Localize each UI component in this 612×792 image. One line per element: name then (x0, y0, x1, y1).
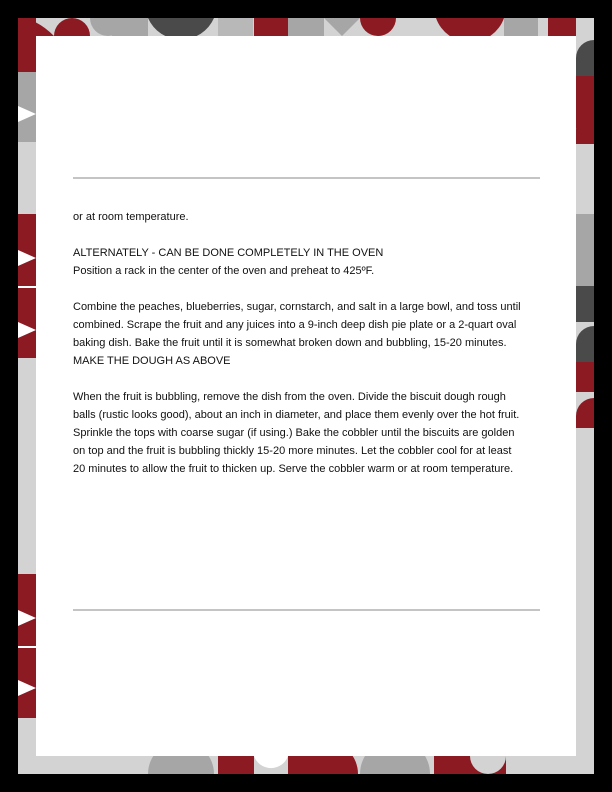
border-shape (576, 214, 594, 286)
paragraph-line: Combine the peaches, blueberries, sugar, cornstarch, and salt in a large bowl, and toss until (73, 301, 521, 313)
border-shape (576, 398, 594, 428)
paragraph-line: balls (rustic looks good), about an inch in diameter, and place them evenly over the hot fruit. (73, 409, 520, 421)
top-divider (73, 177, 540, 179)
border-shape (434, 756, 470, 774)
border-shape (548, 18, 576, 36)
border-shape (18, 36, 36, 72)
border-shape (254, 18, 288, 36)
border-shape (576, 286, 594, 322)
paragraph-line: Sprinkle the tops with coarse sugar (if using.) Bake the cobbler until the biscuits are golden (73, 427, 515, 439)
border-shape (112, 18, 148, 36)
paragraph-line: on top and the fruit is bubbling thickly 15-20 more minutes. Let the cobbler cool for at least (73, 445, 512, 457)
alternate-instruction: Position a rack in the center of the oven and preheat to 425ºF. (73, 265, 375, 277)
border-shape (18, 286, 36, 288)
paragraph-line: baking dish. Bake the fruit until it is somewhat broken down and bubbling, 15-20 minutes. (73, 337, 507, 349)
border-shape (470, 756, 506, 774)
border-shape (18, 72, 36, 142)
continuation-line: or at room temperature. (73, 211, 189, 223)
border-shape (288, 18, 324, 36)
border-shape (576, 362, 594, 392)
document-page (36, 36, 576, 756)
border-shape (218, 18, 253, 36)
border-shape (576, 40, 594, 76)
border-shape (254, 756, 288, 768)
border-shape (576, 326, 594, 362)
dough-heading: MAKE THE DOUGH AS ABOVE (73, 355, 231, 367)
border-shape (218, 756, 254, 774)
border-shape (360, 18, 396, 36)
paragraph-line: When the fruit is bubbling, remove the dish from the oven. Divide the biscuit dough rough (73, 391, 506, 403)
border-shape (18, 646, 36, 648)
recipe-body (73, 208, 548, 478)
alternate-heading: ALTERNATELY - CAN BE DONE COMPLETELY IN THE OVEN (73, 247, 384, 259)
paragraph-line: 20 minutes to allow the fruit to thicken up. Serve the cobbler warm or at room temperature. (73, 463, 514, 475)
paragraph-line: combined. Scrape the fruit and any juices into a 9-inch deep dish pie plate or a 2-quart oval (73, 319, 517, 331)
border-shape (504, 18, 538, 36)
border-shape (54, 18, 90, 36)
bottom-divider (73, 609, 540, 611)
border-shape (324, 18, 360, 36)
